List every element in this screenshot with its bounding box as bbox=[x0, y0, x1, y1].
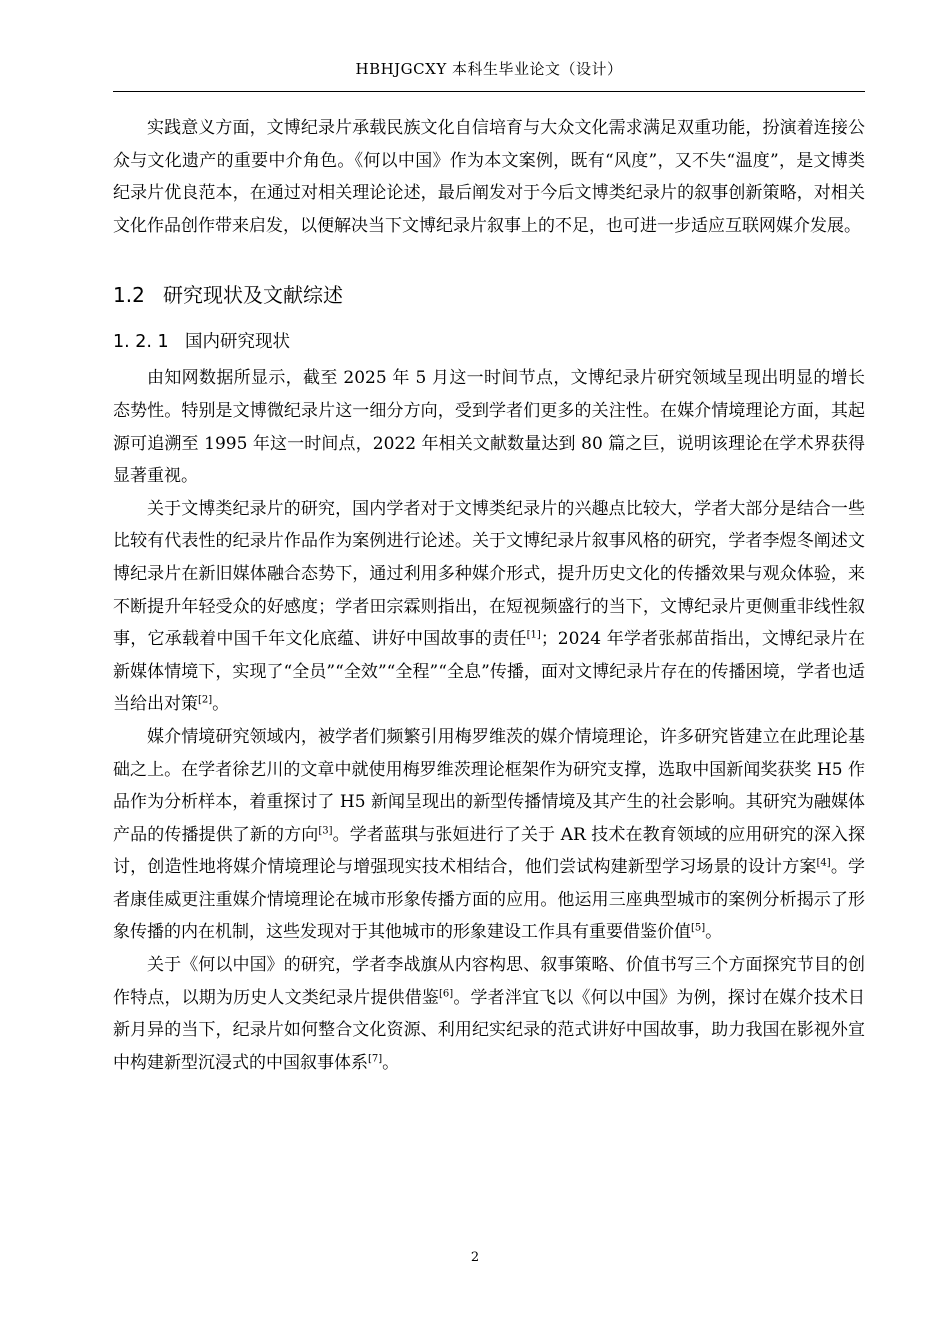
page-number: 2 bbox=[470, 1250, 480, 1265]
running-header: HBHJGCXY 本科生毕业论文（设计） bbox=[355, 60, 623, 78]
text-run: 。 bbox=[212, 694, 230, 715]
text-run: 。学者泮宜飞以《何以中国》为例，探讨在媒介技术日新月异的当下，纪录片如何整合文化资源、利用纪实纪录的范式讲好中国故事，助力我国在影视外宣中构建新型沉浸式的中国叙事体系 bbox=[113, 987, 866, 1073]
text-run: ；2024 年学者张郝苗指出，文博纪录片在新媒体情境下，实现了“全员”“全效”“全程”“全息”传播，面对文博纪录片存在的传播困境，学者也适当给出对策 bbox=[113, 629, 866, 715]
paragraph-cnki-data: 由知网数据所显示，截至 2025 年 5 月这一时间节点，文博纪录片研究领域呈现出明显的增长态势性。特别是文博微纪录片这一细分方向，受到学者们更多的关注性。在媒介情境理论方面，其起源可追溯至 1995 年这一时间点，2022 年相关文献数量达到 80 篇之巨，说明该理论在学术界获得显著重视。 bbox=[113, 368, 865, 487]
section-number: 1.2 bbox=[113, 283, 145, 308]
paragraph-media-situation-research bbox=[113, 721, 865, 949]
header-rule bbox=[113, 91, 865, 92]
citation-ref-5: [5] bbox=[691, 922, 706, 934]
subsection-number: 1. 2. 1 bbox=[113, 332, 169, 353]
text-run: 。学者康佳威更注重媒介情境理论在城市形象传播方面的应用。他运用三座典型城市的案例分析揭示了形象传播的内在机制，这些发现对于其他城市的形象建设工作具有重要借鉴价值 bbox=[113, 857, 866, 943]
section-title: 研究现状及文献综述 bbox=[163, 283, 343, 308]
paragraph-heyi-zhongguo-research bbox=[113, 949, 865, 1079]
section-heading bbox=[113, 281, 865, 309]
subsection-heading bbox=[113, 329, 865, 355]
text-run: 。 bbox=[382, 1052, 400, 1073]
citation-ref-2: [2] bbox=[198, 694, 213, 706]
text-run: 媒介情境研究领域内，被学者们频繁引用梅罗维茨的媒介情境理论，许多研究皆建立在此理论基础之上。在学者徐艺川的文章中就使用梅罗维茨理论框架作为研究支撑，选取中国新闻奖获奖 H5 作品作为分析样本，着重探讨了 H5 新闻呈现出的新型传播情境及其产生的社会影响。其研究为融媒体产品的传播提供了新的方向 bbox=[113, 726, 865, 845]
citation-ref-4: [4] bbox=[816, 857, 831, 869]
citation-ref-3: [3] bbox=[318, 825, 333, 837]
text-run: 。学者蓝琪与张姮进行了关于 AR 技术在教育领域的应用研究的深入探讨，创造性地将媒介情境理论与增强现实技术相结合，他们尝试构建新型学习场景的设计方案 bbox=[113, 824, 866, 878]
text-run: 关于文博类纪录片的研究，国内学者对于文博类纪录片的兴趣点比较大，学者大部分是结合一些比较有代表性的纪录片作品作为案例进行论述。关于文博纪录片叙事风格的研究，学者李煜冬阐述文博纪录片在新旧媒体融合态势下，通过利用多种媒介形式，提升历史文化的传播效果与观众体验，来不断提升年轻受众的好感度；学者田宗霖则指出，在短视频盛行的当下，文博纪录片更侧重非线性叙事，它承载着中国千年文化底蕴、讲好中国故事的责任 bbox=[113, 498, 865, 650]
paragraph-practical-significance: 实践意义方面，文博纪录片承载民族文化自信培育与大众文化需求满足双重功能，扮演着连接公众与文化遗产的重要中介角色。《何以中国》作为本文案例，既有“风度”，又不失“温度”，是文博类纪录片优良范本，在通过对相关理论论述，最后阐发对于今后文博类纪录片的叙事创新策略，对相关文化作品创作带来启发，以便解决当下文博纪录片叙事上的不足，也可进一步适应互联网媒介发展。 bbox=[113, 118, 865, 236]
text-run: 。 bbox=[705, 922, 723, 943]
paragraph-museum-documentary-research bbox=[113, 493, 865, 721]
page-body bbox=[113, 112, 865, 1079]
citation-ref-1: [1] bbox=[526, 629, 541, 641]
citation-ref-6: [6] bbox=[439, 988, 454, 999]
subsection-title: 国内研究现状 bbox=[185, 332, 290, 353]
citation-ref-7: [7] bbox=[368, 1053, 383, 1065]
text-run: 关于《何以中国》的研究，学者李战旗从内容构思、叙事策略、价值书写三个方面探究节目的创作特点，以期为历史人文类纪录片提供借鉴 bbox=[113, 955, 865, 1008]
